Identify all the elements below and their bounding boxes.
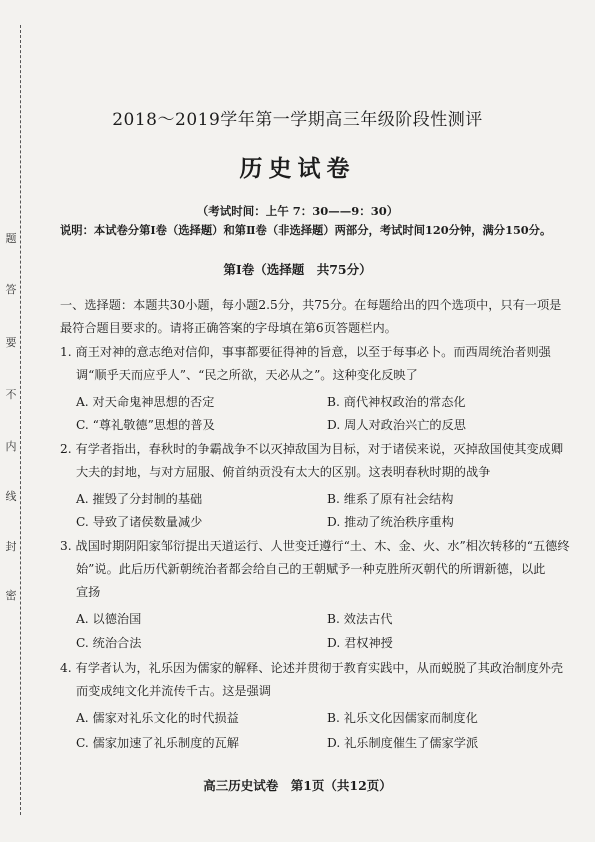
section-intro: 一、选择题：本题共30小题，每小题2.5分，共75分。在每题给出的四个选项中，只有一项是 [60, 298, 562, 312]
question-3-option-b[interactable]: B. 效法古代 [327, 612, 393, 626]
seal-char: 内 [5, 440, 17, 453]
question-2-stem: 2. 有学者指出，春秋时的争霸战争不以灭掉敌国为目标，对于诸侯来说，灭掉敌国使其变成卿 [60, 442, 564, 456]
question-2-option-c[interactable]: C. 导致了诸侯数量减少 [76, 515, 203, 529]
exam-title: 2018～2019学年第一学期高三年级阶段性测评 [112, 110, 483, 130]
seal-char: 题 [5, 232, 17, 245]
exam-time: （考试时间：上午 7：30——9：30） [196, 204, 399, 218]
seal-char: 封 [5, 540, 17, 553]
page-footer: 高三历史试卷 第1页（共12页） [203, 778, 392, 793]
question-3-stem: 3. 战国时期阴阳家邹衍提出天道运行、人世变迁遵行“土、木、金、火、水”相次转移的“五德终 [60, 539, 570, 553]
seal-char: 线 [5, 490, 17, 503]
section-intro: 最符合题目要求的。请将正确答案的字母填在第6页答题栏内。 [60, 321, 397, 335]
question-2-stem: 大夫的封地，与对方屈服、俯首纳贡没有太大的区别。这表明春秋时期的战争 [76, 465, 491, 479]
seal-char: 密 [5, 589, 17, 602]
question-3-option-a[interactable]: A. 以德治国 [76, 612, 142, 626]
seal-dashed-line [20, 25, 21, 815]
question-3-stem: 始”说。此后历代新朝统治者都会给自己的王朝赋予一种克胜所灭朝代的所谓新德，以此 [76, 562, 546, 576]
section-title: 第Ⅰ卷（选择题 共75分） [223, 262, 372, 277]
question-1-stem: 调“顺乎天而应乎人”、“民之所欲，天必从之”。这种变化反映了 [76, 368, 418, 382]
question-4-stem: 4. 有学者认为，礼乐因为儒家的解释、论述并贯彻于教育实践中，从而蜕脱了其政治制度外壳 [60, 661, 564, 675]
seal-char: 要 [5, 336, 17, 349]
question-4-option-b[interactable]: B. 礼乐文化因儒家而制度化 [327, 711, 478, 725]
instructions: 说明：本试卷分第Ⅰ卷（选择题）和第Ⅱ卷（非选择题）两部分，考试时间120分钟，满分150分。 [60, 223, 552, 237]
question-3-option-d[interactable]: D. 君权神授 [327, 636, 393, 650]
seal-char: 答 [5, 283, 17, 296]
question-3-stem: 宣扬 [76, 585, 101, 599]
question-2-option-d[interactable]: D. 推动了统治秩序重构 [327, 515, 454, 529]
subject-title: 历史试卷 [239, 156, 356, 182]
question-4-option-d[interactable]: D. 礼乐制度催生了儒家学派 [327, 736, 479, 750]
question-1-option-b[interactable]: B. 商代神权政治的常态化 [327, 395, 466, 409]
question-1-option-d[interactable]: D. 周人对政治兴亡的反思 [327, 418, 466, 432]
question-1-option-c[interactable]: C. “尊礼敬德”思想的普及 [76, 418, 215, 432]
question-1-option-a[interactable]: A. 对天命鬼神思想的否定 [76, 395, 215, 409]
question-4-stem: 而变成纯文化并流传千古。这是强调 [76, 684, 271, 698]
question-1-stem: 1. 商王对神的意志绝对信仰，事事都要征得神的旨意，以至于每事必卜。而西周统治者则强 [60, 345, 551, 359]
question-2-option-b[interactable]: B. 维系了原有社会结构 [327, 492, 454, 506]
question-4-option-c[interactable]: C. 儒家加速了礼乐制度的瓦解 [76, 736, 239, 750]
question-4-option-a[interactable]: A. 儒家对礼乐文化的时代损益 [76, 711, 239, 725]
question-2-option-a[interactable]: A. 摧毁了分封制的基础 [76, 492, 203, 506]
question-3-option-c[interactable]: C. 统治合法 [76, 636, 142, 650]
seal-char: 不 [5, 388, 17, 401]
